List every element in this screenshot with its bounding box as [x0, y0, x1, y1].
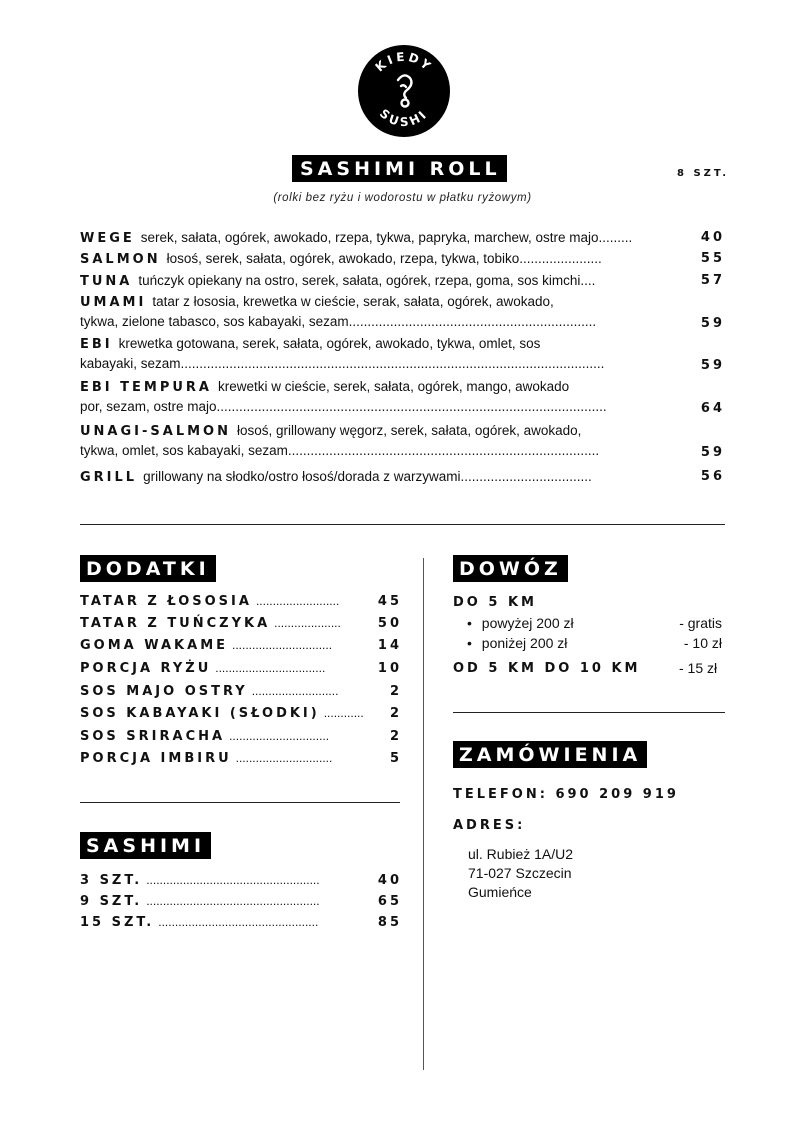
dot-leader: ............................. [235, 751, 333, 765]
roll-item-price: 57 [700, 273, 725, 288]
divider [80, 524, 725, 525]
roll-item [80, 251, 725, 271]
dot-leader: .............................. [232, 638, 333, 652]
roll-item-description: krewetki w cieście, serek, sałata, ogórek, mango, awokado [218, 379, 570, 394]
divider [453, 712, 725, 713]
roll-item-name: EBI [80, 337, 113, 352]
dodatki-item-name: SOS KABAYAKI (SŁODKI) [80, 706, 320, 721]
kiedy-sushi-logo [357, 44, 451, 138]
dodatki-item-price: 2 [389, 706, 402, 721]
dot-leader: ................................. [215, 661, 326, 675]
roll-item [80, 379, 725, 421]
roll-item-description-cont: tykwa, omlet, sos kabayaki, sezam................................................................................... [80, 443, 600, 458]
roll-item-name: GRILL [80, 470, 138, 485]
dowoz-zone2-value: - 15 zł [679, 660, 718, 676]
roll-item-name: UMAMI [80, 295, 147, 310]
address-line: 71-027 Szczecin [468, 865, 572, 881]
dowoz-bullet [467, 635, 725, 651]
dot-leader: .................... [274, 616, 341, 630]
svg-text:SUSHI: SUSHI [376, 106, 432, 130]
sashimi-item-price: 85 [377, 915, 402, 930]
roll-subtitle: (rolki bez ryżu i wodorostu w płatku ryżowym) [273, 192, 532, 204]
roll-count: 8 SZT. [677, 168, 729, 179]
bullet-icon: • [467, 635, 472, 651]
roll-item-description: łosoś, grillowany węgorz, serek, sałata, ogórek, awokado, [236, 423, 582, 438]
dot-leader: ......................... [255, 594, 340, 608]
dodatki-item-name: PORCJA IMBIRU [80, 751, 232, 766]
dodatki-item-price: 2 [389, 729, 402, 744]
dodatki-item-price: 50 [377, 616, 402, 631]
dot-leader: ............ [323, 706, 364, 720]
sashimi-item-name: 9 SZT. [80, 894, 143, 909]
roll-item-price: 59 [700, 316, 725, 331]
bullet-label: poniżej 200 zł [481, 635, 568, 651]
roll-item-price: 56 [700, 469, 725, 484]
dot-leader: .............................. [229, 729, 330, 743]
roll-item-name: UNAGI-SALMON [80, 424, 231, 439]
roll-item [80, 469, 725, 489]
dowoz-bullet [467, 615, 725, 631]
dodatki-item-name: SOS SRIRACHA [80, 729, 226, 744]
roll-item-name: EBI TEMPURA [80, 380, 212, 395]
roll-item-description: łosoś, serek, sałata, ogórek, awokado, rzepa, tykwa, tobiko...................... [166, 251, 602, 266]
roll-item-name: WEGE [80, 231, 135, 246]
dodatki-item-price: 2 [389, 684, 402, 699]
dot-leader: .................................................... [146, 873, 320, 887]
sashimi-item [80, 915, 402, 930]
bullet-value: - 10 zł [683, 635, 722, 651]
dodatki-item [80, 684, 402, 699]
dot-leader: .......................... [251, 684, 339, 698]
roll-item-name: TUNA [80, 274, 133, 289]
roll-item-description: serek, sałata, ogórek, awokado, rzepa, tykwa, papryka, marchew, ostre majo......... [140, 230, 633, 245]
address-label: ADRES: [453, 818, 526, 833]
roll-item-price: 55 [700, 251, 725, 266]
dodatki-item-name: TATAR Z TUŃCZYKA [80, 616, 271, 631]
dot-leader: ................................................ [158, 915, 319, 929]
dodatki-item-name: PORCJA RYŻU [80, 661, 212, 676]
roll-item-price: 40 [700, 230, 725, 245]
dodatki-item-name: TATAR Z ŁOSOSIA [80, 594, 252, 609]
dodatki-item [80, 706, 402, 721]
bullet-icon: • [467, 615, 472, 631]
dodatki-item [80, 594, 402, 609]
bullet-value: - gratis [679, 615, 722, 631]
roll-item-description: grillowany na słodko/ostro łosoś/dorada z warzywami................................... [143, 469, 592, 484]
dodatki-item-price: 5 [389, 751, 402, 766]
roll-item-description-cont: tykwa, zielone tabasco, sos kabayaki, sezam.................................................................. [80, 314, 597, 329]
bullet-label: powyżej 200 zł [481, 615, 574, 631]
roll-item [80, 230, 725, 250]
sashimi-item [80, 873, 402, 888]
sashimi-roll-title: SASHIMI ROLL [292, 155, 507, 182]
roll-item-description: tuńczyk opiekany na ostro, serek, sałata, ogórek, rzepa, goma, sos kimchi.... [138, 273, 596, 288]
sashimi-item [80, 894, 402, 909]
roll-item [80, 273, 725, 293]
roll-item [80, 294, 725, 336]
dodatki-title: DODATKI [80, 555, 216, 582]
zamowienia-title: ZAMÓWIENIA [453, 741, 647, 768]
divider [80, 802, 400, 803]
roll-item-description-cont: por, sezam, ostre majo........................................................................................................ [80, 399, 607, 414]
roll-item-description-cont: kabayaki, sezam................................................................................................................. [80, 356, 605, 371]
dodatki-item-price: 10 [377, 661, 402, 676]
dowoz-zone1: DO 5 KM [453, 595, 537, 610]
sashimi-item-price: 40 [377, 873, 402, 888]
sashimi-item-name: 3 SZT. [80, 873, 143, 888]
dodatki-item [80, 616, 402, 631]
dodatki-item [80, 661, 402, 676]
roll-item-price: 64 [700, 401, 725, 416]
dowoz-zone2: OD 5 KM DO 10 KM [453, 661, 641, 676]
roll-item-price: 59 [700, 358, 725, 373]
column-divider [423, 558, 424, 1070]
sashimi-item-name: 15 SZT. [80, 915, 155, 930]
roll-item-name: SALMON [80, 252, 161, 267]
sashimi-item-price: 65 [377, 894, 402, 909]
dodatki-item-price: 14 [377, 638, 402, 653]
dodatki-item-name: SOS MAJO OSTRY [80, 684, 248, 699]
dodatki-item [80, 729, 402, 744]
roll-item-price: 59 [700, 445, 725, 460]
roll-item-description: tatar z łososia, krewetka w cieście, serak, sałata, ogórek, awokado, [152, 294, 554, 309]
dodatki-item-name: GOMA WAKAME [80, 638, 229, 653]
svg-text:KIEDY: KIEDY [372, 49, 436, 75]
dodatki-item-price: 45 [377, 594, 402, 609]
roll-item [80, 336, 725, 378]
dowoz-title: DOWÓZ [453, 555, 568, 582]
roll-item [80, 423, 725, 465]
dodatki-item [80, 638, 402, 653]
sashimi-title: SASHIMI [80, 832, 211, 859]
address-line: Gumieńce [468, 884, 532, 900]
phone[interactable]: TELEFON: 690 209 919 [453, 787, 679, 802]
dodatki-item [80, 751, 402, 766]
dot-leader: .................................................... [146, 894, 320, 908]
address-line: ul. Rubież 1A/U2 [468, 846, 574, 862]
roll-item-description: krewetka gotowana, serek, sałata, ogórek, awokado, tykwa, omlet, sos [118, 336, 541, 351]
